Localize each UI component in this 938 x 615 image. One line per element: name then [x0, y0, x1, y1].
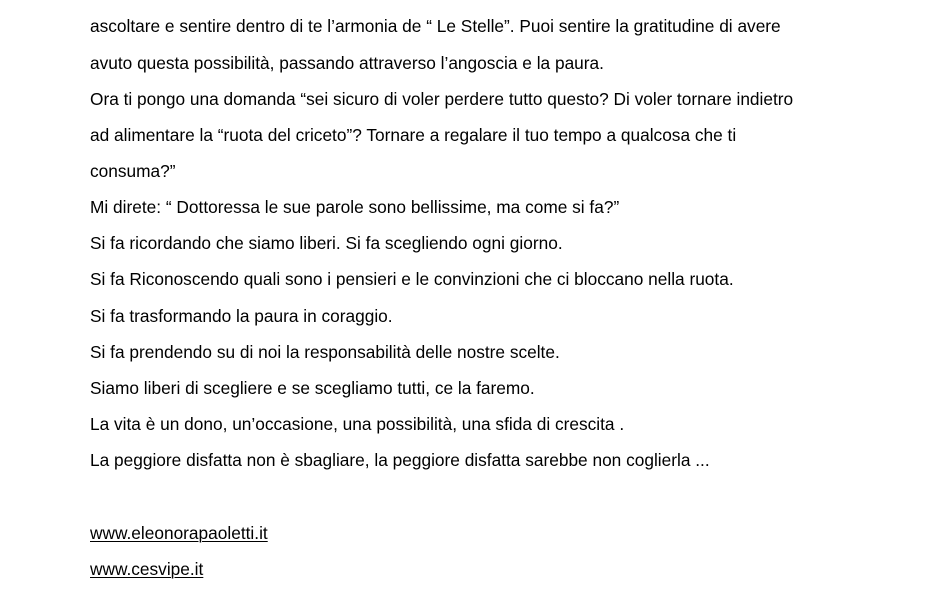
website-link-cesvipe[interactable]: www.cesvipe.it [90, 559, 204, 579]
paragraph-line: Mi direte: “ Dottoressa le sue parole sono bellissime, ma come si fa?” [90, 197, 620, 217]
paragraph-line: Si fa ricordando che siamo liberi. Si fa scegliendo ogni giorno. [90, 233, 563, 253]
paragraph-line: Si fa trasformando la paura in coraggio. [90, 306, 393, 326]
paragraph-line: Si fa prendendo su di noi la responsabilità delle nostre scelte. [90, 342, 560, 362]
paragraph-line: Si fa Riconoscendo quali sono i pensieri e le convinzioni che ci bloccano nella ruota. [90, 269, 734, 289]
paragraph-line: La peggiore disfatta non è sbagliare, la peggiore disfatta sarebbe non coglierla ... [90, 450, 710, 470]
paragraph-line: La vita è un dono, un’occasione, una possibilità, una sfida di crescita . [90, 414, 625, 434]
paragraph-line: ad alimentare la “ruota del criceto”? Tornare a regalare il tuo tempo a qualcosa che ti [90, 125, 737, 145]
paragraph-line: Ora ti pongo una domanda “sei sicuro di voler perdere tutto questo? Di voler tornare indietro [90, 89, 794, 109]
paragraph-line: ascoltare e sentire dentro di te l’armonia de “ Le Stelle”. Puoi sentire la gratitudine di avere [90, 16, 781, 36]
website-link-eleonorapaoletti[interactable]: www.eleonorapaoletti.it [90, 523, 268, 543]
paragraph-line: avuto questa possibilità, passando attraverso l’angoscia e la paura. [90, 53, 604, 73]
paragraph-line: Siamo liberi di scegliere e se scegliamo tutti, ce la faremo. [90, 378, 535, 398]
paragraph-line: consuma?” [90, 161, 176, 181]
